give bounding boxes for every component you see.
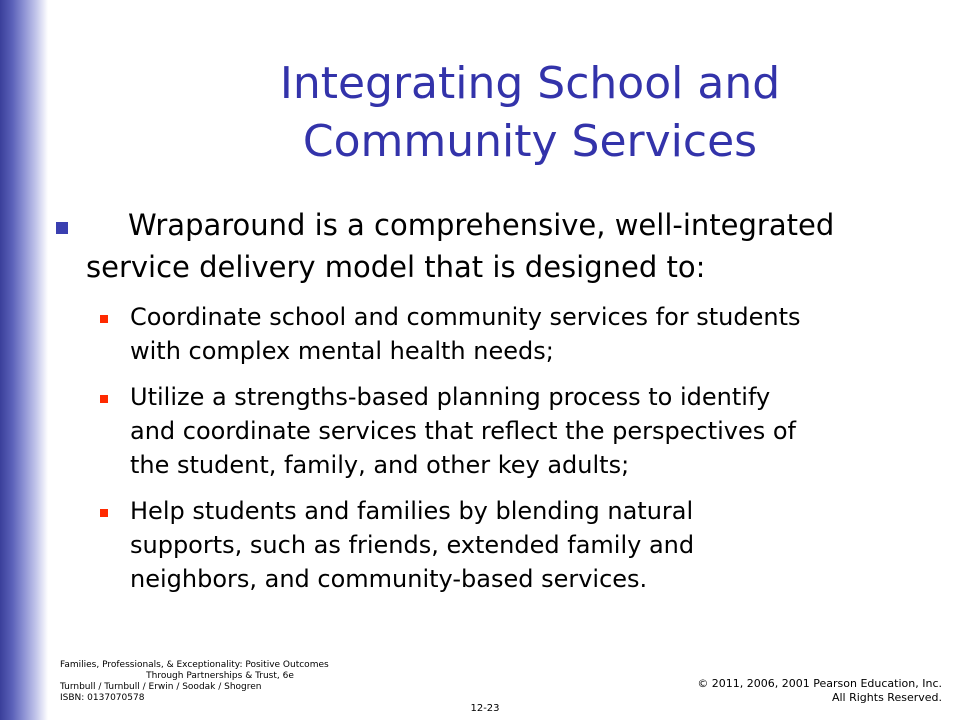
footer-isbn: ISBN: 0137070578 [60,693,145,703]
square-bullet-icon [100,509,108,517]
slide-title [150,55,910,171]
square-bullet-icon [100,315,108,323]
sub-bullet-line: supports, such as friends, extended family and [130,531,695,559]
sub-bullet-line: the student, family, and other key adults; [130,451,630,479]
main-bullet [56,204,926,288]
square-bullet-icon [100,395,108,403]
sub-bullet-line: neighbors, and community-based services. [130,565,648,593]
slide-body [56,204,926,608]
sub-bullet-line: Coordinate school and community services for students [130,303,801,331]
square-bullet-icon [56,222,68,234]
slide-title-line-1: Integrating School and [279,58,781,109]
sub-bullet-line: Utilize a strengths-based planning process to identify [130,383,771,411]
copyright-line-2: All Rights Reserved. [831,691,942,704]
main-bullet-line-1: Wraparound is a comprehensive, well-integrated [128,208,835,242]
main-bullet-line-2: service delivery model that is designed to: [86,250,706,284]
sub-bullet-line: and coordinate services that reflect the perspectives of [130,417,796,445]
sub-bullet-line: with complex mental health needs; [130,337,554,365]
slide-title-line-2: Community Services [302,116,758,167]
copyright-line-1: © 2011, 2006, 2001 Pearson Education, Inc. [697,677,942,690]
sub-bullet-item [130,380,926,482]
footer-copyright [622,677,942,705]
sub-bullet-list [56,300,926,596]
footer-book-info [60,660,380,704]
footer-book-subtitle: Through Partnerships & Trust, 6e [146,671,294,681]
page-number: 12-23 [470,703,500,714]
sub-bullet-line: Help students and families by blending natural [130,497,694,525]
footer-book-title: Families, Professionals, & Exceptionality: Positive Outcomes [60,660,329,670]
sub-bullet-item [130,300,926,368]
sub-bullet-item [130,494,926,596]
footer-authors: Turnbull / Turnbull / Erwin / Soodak / Shogren [60,682,262,692]
side-gradient-bar [0,0,48,720]
